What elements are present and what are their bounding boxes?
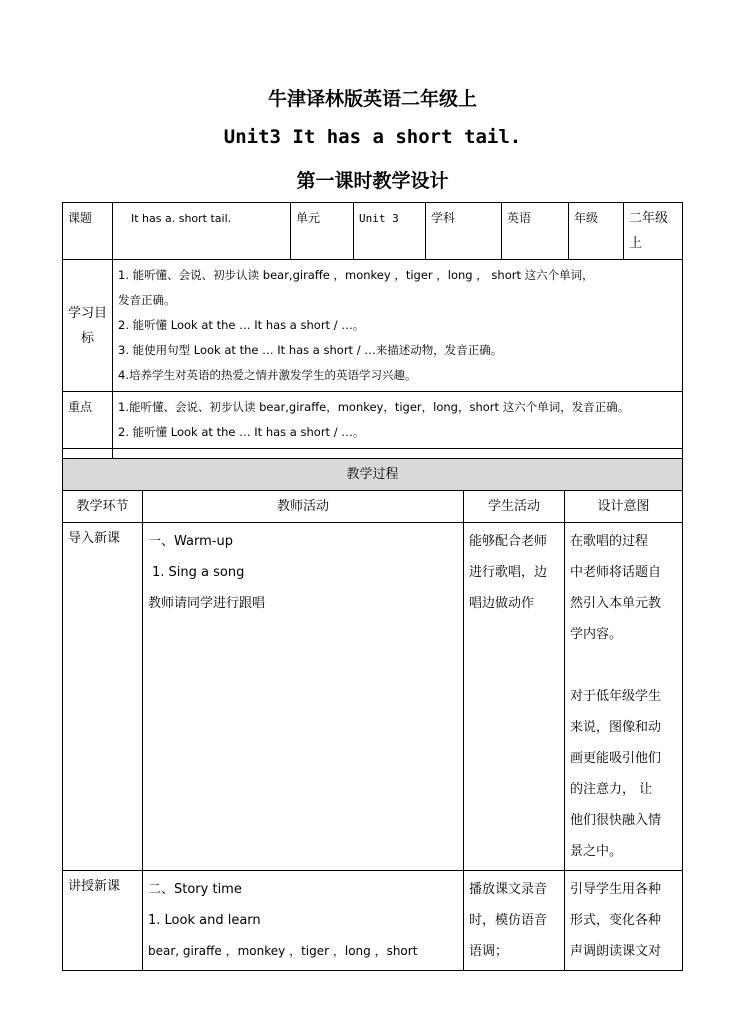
- student-line: 进行歌唱，边: [469, 565, 548, 580]
- teacher-line: 1. Look and learn: [148, 913, 261, 928]
- student-line: 能够配合老师: [469, 534, 548, 549]
- teacher-line: 一、Warm-up: [148, 534, 233, 549]
- student-activity-cell: [464, 523, 565, 871]
- intent-line: 他们很快融入情: [570, 813, 662, 828]
- intent-line: 的注意力， 让: [570, 782, 653, 797]
- intent-line: 来说，图像和动: [570, 720, 662, 735]
- intent-line: 声调朗读课文对: [570, 944, 662, 959]
- goal-line: 发音正确。: [118, 293, 176, 307]
- keypoint-line: 2. 能听懂 Look at the … It has a short / …。: [118, 425, 365, 439]
- stage-cell: 导入新课: [63, 523, 143, 871]
- col-student: 学生活动: [464, 491, 565, 523]
- col-intent: 设计意图: [565, 491, 683, 523]
- teacher-line: 1. Sing a song: [152, 565, 245, 580]
- intent-line: 中老师将话题自: [570, 565, 662, 580]
- lesson-info-table: [62, 202, 683, 481]
- intent-line: 形式，变化各种: [570, 913, 662, 928]
- design-intent-cell: [565, 523, 683, 871]
- goals-label: 学习目标: [63, 260, 113, 392]
- keypoints-content: [113, 392, 683, 449]
- lesson-title: 第一课时教学设计: [296, 170, 449, 192]
- goals-content: [113, 260, 683, 392]
- keypoint-line: 1.能听懂、会说、初步认读 bear,giraffe，monkey，tiger，long，short 这六个单词，发音正确。: [118, 400, 630, 414]
- unit-title: Unit3 It has a short tail.: [223, 126, 522, 148]
- student-line: 时，模仿语音: [469, 913, 548, 928]
- intent-line: 景之中。: [570, 844, 623, 859]
- design-intent-cell: [565, 871, 683, 971]
- col-teacher: 教师活动: [143, 491, 464, 523]
- goal-line: 3. 能使用句型 Look at the … It has a short / …来描述动物，发音正确。: [118, 343, 503, 357]
- subject-label: 学科: [426, 203, 502, 260]
- teaching-process-table: [62, 458, 683, 971]
- keypoints-label: 重点: [63, 392, 113, 449]
- grade-value: 二年级上: [624, 203, 683, 260]
- student-activity-cell: [464, 871, 565, 971]
- col-stage: 教学环节: [63, 491, 143, 523]
- topic-label: 课题: [63, 203, 113, 260]
- grade-label: 年级: [569, 203, 624, 260]
- student-line: 播放课文录音: [469, 882, 548, 897]
- intent-line: 画更能吸引他们: [570, 751, 662, 766]
- teacher-line: bear, giraffe ，monkey ，tiger ，long ，short: [148, 944, 418, 958]
- subject-value: 英语: [502, 203, 569, 260]
- teacher-line: 二、Story time: [148, 882, 242, 897]
- intent-line: 学内容。: [570, 627, 623, 642]
- teacher-line: 教师请同学进行跟唱: [148, 596, 266, 611]
- goal-line: 1. 能听懂、会说、初步认读 bear,giraffe ，monkey ，tiger ，long ， short 这六个单词，: [118, 268, 594, 282]
- intent-line: 然引入本单元教: [570, 596, 662, 611]
- unit-value: Unit 3: [354, 203, 426, 260]
- student-line: 唱边做动作: [469, 596, 535, 611]
- intent-line: 对于低年级学生: [570, 689, 662, 704]
- intent-line: 引导学生用各种: [570, 882, 662, 897]
- teacher-activity-cell: [143, 523, 464, 871]
- stage-cell: 讲授新课: [63, 871, 143, 971]
- goal-line: 2. 能听懂 Look at the … It has a short / …。: [118, 318, 365, 332]
- teacher-activity-cell: [143, 871, 464, 971]
- doc-title: 牛津译林版英语二年级上: [267, 88, 477, 110]
- unit-label: 单元: [291, 203, 354, 260]
- process-heading: 教学过程: [63, 459, 683, 491]
- intent-line: 在歌唱的过程: [570, 534, 649, 549]
- student-line: 语调；: [469, 944, 509, 959]
- goal-line: 4.培养学生对英语的热爱之情并激发学生的英语学习兴趣。: [118, 368, 417, 382]
- topic-value: It has a. short tail.: [113, 203, 291, 260]
